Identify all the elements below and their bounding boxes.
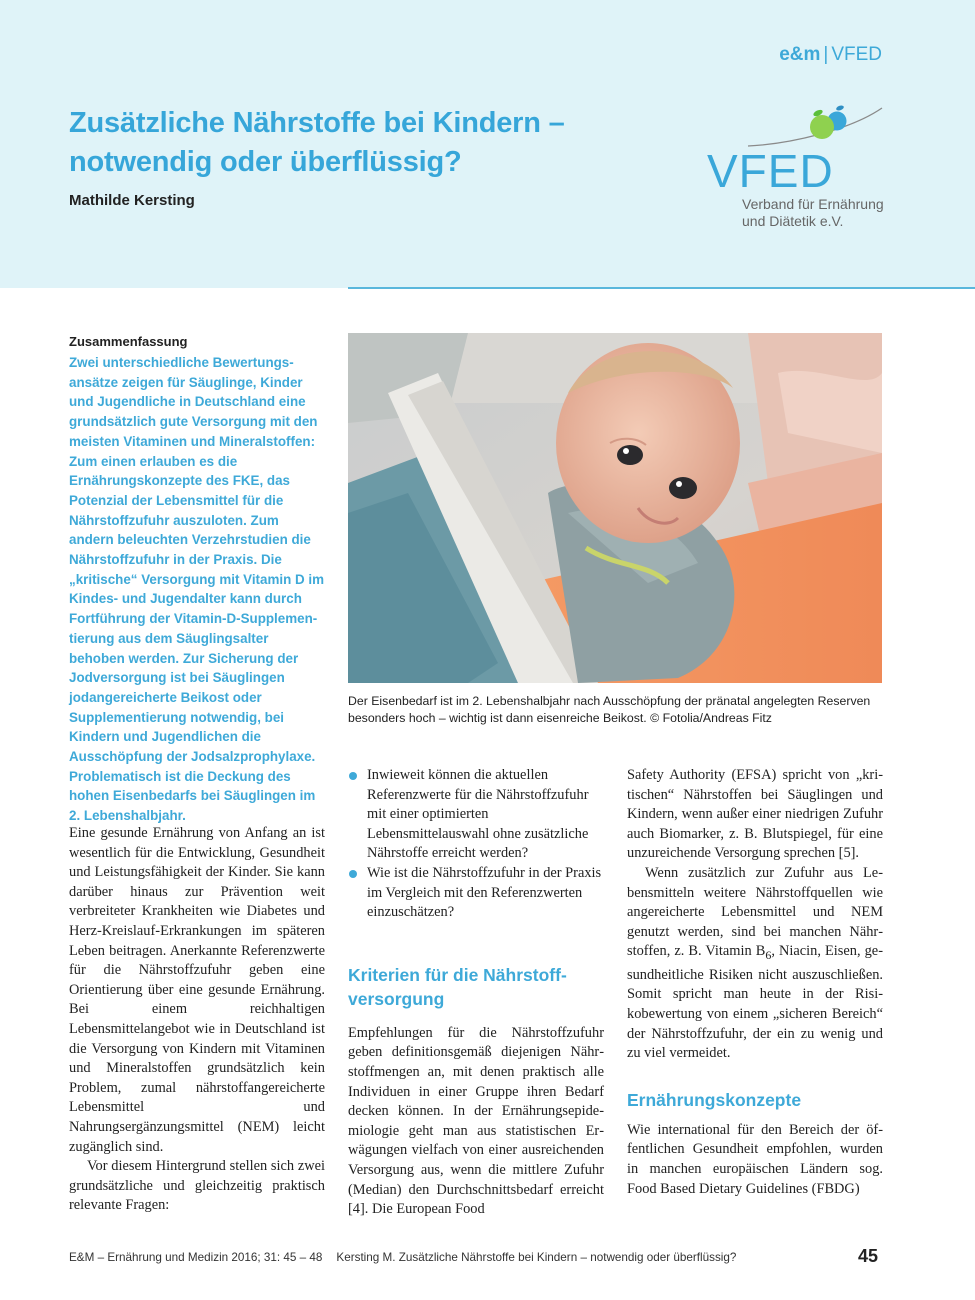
journal-tag — [779, 44, 882, 66]
list-item-text: Wie ist die Nährstoffzufuhr in der Praxis im Vergleich mit den Referenzwerten einzuschätzen? — [367, 864, 602, 921]
body-paragraph: Vor diesem Hintergrund stellen sich zwei grundsätzliche und gleichzeitig praktisch relevante Fragen: — [69, 1158, 325, 1214]
journal-tag-separator: | — [823, 44, 829, 65]
summary-text: Zwei unterschiedliche Bewertungsansätze zeigen für Säuglinge, Kinder und Jugendliche in Deutschland eine grundsätzlich gute Versorgung mit den meisten Vitaminen und Mineralstoffen: Zum einen erlauben es die Ernährungskonzepte des FKE, das Potenzial der Lebensmittel für die Nährstoffzufuhr auszuloten. Zum andern beleuchten Verzehrstudien die Nährstoffzufuhr in der Praxis. Die „kritische“ Versorgung mit Vitamin D im Kindes- und Jugendalter kann durch Fortführung der Vitamin-D-Supplementierung aus dem Säuglingsalter behoben werden. Zur Sicherung der Jodversorgung ist bei Säuglingen jodangereicherte Beikost oder Supplementierung notwendig, bei Kindern und Jugendlichen die Ausschöpfung der Jodsalzprophylaxe. Problematisch ist die Deckung des hohen Eisenbedarfs bei Säuglingen im 2. Lebenshalbjahr. — [69, 355, 324, 824]
list-item — [348, 864, 604, 923]
bullet-dot-icon — [349, 772, 357, 780]
article-title — [69, 104, 669, 182]
body-paragraph: Wie international für den Bereich der öffentlichen Gesundheit empfohlen, wurden in manchen europäischen Ländern sog. Food Based Dietary Guidelines (FBDG) — [627, 1121, 883, 1197]
paragraph-text: Wenn zusätzlich zur Zufuhr aus Lebensmitteln weitere Nährstoffquellen wie angereicherte Lebensmittel und NEM genutzt werden, sind bei manchen Nährstoffen, z. B. Vitamin B — [627, 864, 883, 960]
footer-article-cite: Kersting M. Zusätzliche Nährstoffe bei Kindern – notwendig oder überflüssig? — [336, 1251, 737, 1264]
body-paragraph: Empfehlungen für die Nährstoffzufuhr geben definitionsgemäß diejenigen Nährstoffmengen an, mit denen praktisch alle Individuen in einer Gruppe ihren Bedarf decken können. In der Ernährungsepidemiologie geht man aus statistischen Erwägungen vielfach von einer ausreichenden Versorgung aus, wenn die mittlere Zufuhr (Median) den Durchschnittsbedarf erreicht [4]. Die European Food — [348, 1024, 604, 1218]
journal-tag-vfed: VFED — [831, 44, 882, 65]
page-number: 45 — [858, 1246, 879, 1266]
body-paragraph — [627, 864, 883, 1064]
paragraph-text: , Niacin, Eisen, gesundheitliche Risiken nicht auszuschließen. Somit spricht man heute in der Risikobewertung von einem „sicheren Bereich“ der Nährstoffzufuhr, der ein zu wenig und zu viel vermeidet. — [627, 943, 883, 1062]
section-heading-konzepte: Ernährungskonzepte — [627, 1089, 802, 1110]
article-title-line-1: Zusätzliche Nährstoffe bei Kindern – — [69, 107, 565, 139]
baby-photo-image — [348, 333, 882, 683]
body-paragraph: Safety Authority (EFSA) spricht von „kritischen“ Nährstoffen bei Säuglingen und Kindern, wenn außer einer niedrigen Zufuhr auch Biomarker, z. B. Blutspiegel, für eine unzureichende Versorgung sprechen [5]. — [627, 767, 883, 862]
section-heading-kriterien: Kriterien für die Nährstoffversorgung — [348, 964, 567, 1009]
vfed-subtitle-line-2: und Diätetik e.V. — [742, 213, 844, 229]
footer-citation — [69, 1251, 736, 1264]
body-column-2 — [348, 766, 604, 1220]
article-title-line-2: notwendig oder überflüssig? — [69, 146, 462, 178]
subscript: 6 — [765, 948, 772, 963]
list-item-text: Inwieweit können die aktuellen Referenzwerte für die Nährstoffzufuhr mit einer optimierten Lebensmittelauswahl ohne zusätzliche Nährstoffe erreicht werden? — [367, 767, 589, 862]
question-list — [348, 766, 604, 923]
header-divider — [348, 287, 975, 289]
author-name: Mathilde Kersting — [69, 192, 195, 209]
body-column-1 — [69, 824, 325, 1216]
list-item — [348, 766, 604, 864]
baby-photo — [348, 333, 882, 683]
summary-heading: Zusammenfassung — [69, 334, 188, 349]
vfed-logo — [700, 100, 900, 240]
vfed-subtitle-line-1: Verband für Ernährung — [742, 196, 884, 212]
vfed-wordmark: VFED — [707, 145, 834, 197]
bullet-dot-icon — [349, 870, 357, 878]
figure-caption: Der Eisenbedarf ist im 2. Lebenshalbjahr nach Ausschöpfung der pränatal angelegten Reserven besonders hoch – wichtig ist dann eisenreiche Beikost. © Fotolia/Andreas Fitz — [348, 694, 871, 725]
body-column-3 — [627, 766, 883, 1199]
footer-journal-cite: E&M – Ernährung und Medizin 2016; 31: 45 – 48 — [69, 1251, 323, 1264]
journal-tag-em: e&m — [779, 44, 821, 65]
body-paragraph: Eine gesunde Ernährung von Anfang an ist wesentlich für die Entwicklung, Gesundheit und Leistungsfähigkeit der Kinder. Sie kann darüber hinaus zur Prävention weit verbreiteter Krankheiten wie Diabetes und Herz-Kreislauf-Erkrankungen im späteren Leben beitragen. Anerkannte Referenzwerte für die Nährstoffzufuhr geben eine Orientierung über eine gesunde Ernährung. Bei einem reichhaltigen Lebensmittelangebot wie in Deutschland ist die Versorgung von Kindern mit Vitaminen und Mineralstoffen grundsätzlich kein Problem, zumal nährstoffangereicherte Lebensmittel und Nahrungsergänzungsmittel (NEM) leicht zugänglich sind. — [69, 825, 325, 1155]
